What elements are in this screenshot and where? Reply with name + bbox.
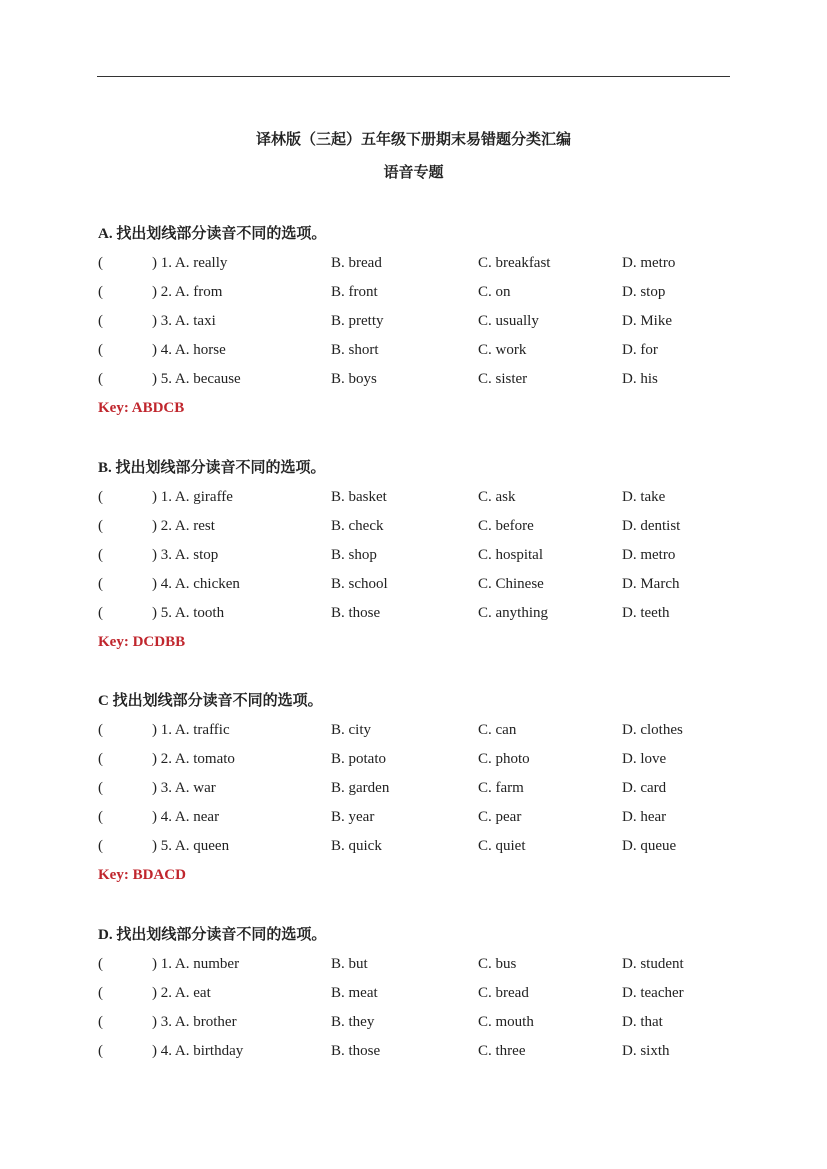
question-row bbox=[98, 605, 738, 625]
option-a: ) 2. A. from bbox=[152, 284, 223, 300]
option-d: D. teeth bbox=[622, 605, 670, 621]
answer-key-label: Key: bbox=[98, 400, 129, 416]
option-d: D. March bbox=[622, 576, 680, 592]
option-c: C. breakfast bbox=[478, 255, 551, 271]
option-d: D. his bbox=[622, 371, 658, 387]
answer-blank[interactable]: ( bbox=[98, 956, 103, 972]
option-d: D. queue bbox=[622, 838, 677, 854]
option-b: B. school bbox=[331, 576, 388, 592]
option-d: D. sixth bbox=[622, 1043, 670, 1059]
option-c: C. sister bbox=[478, 371, 528, 387]
option-d: D. for bbox=[622, 342, 658, 358]
option-d: D. Mike bbox=[622, 313, 672, 329]
option-b: B. they bbox=[331, 1014, 375, 1030]
option-c: C. hospital bbox=[478, 547, 544, 563]
option-d: D. hear bbox=[622, 809, 667, 825]
option-a: ) 3. A. war bbox=[152, 780, 216, 796]
section-heading: A. 找出划线部分读音不同的选项。 bbox=[98, 226, 327, 242]
section-heading: B. 找出划线部分读音不同的选项。 bbox=[98, 460, 326, 476]
question-row bbox=[98, 985, 738, 1005]
option-b: B. front bbox=[331, 284, 378, 300]
question-row bbox=[98, 371, 738, 391]
option-b: B. year bbox=[331, 809, 375, 825]
question-row bbox=[98, 838, 738, 858]
answer-blank[interactable]: ( bbox=[98, 547, 103, 563]
option-a: ) 3. A. brother bbox=[152, 1014, 237, 1030]
option-c: C. Chinese bbox=[478, 576, 544, 592]
question-row bbox=[98, 489, 738, 509]
header-rule bbox=[97, 76, 730, 77]
answer-blank[interactable]: ( bbox=[98, 489, 103, 505]
option-c: C. photo bbox=[478, 751, 530, 767]
answer-blank[interactable]: ( bbox=[98, 371, 103, 387]
answer-key bbox=[98, 867, 186, 884]
question-row bbox=[98, 956, 738, 976]
option-b: B. basket bbox=[331, 489, 387, 505]
option-b: B. check bbox=[331, 518, 384, 534]
answer-blank[interactable]: ( bbox=[98, 518, 103, 534]
option-b: B. those bbox=[331, 605, 381, 621]
answer-key-value: ABDCB bbox=[131, 400, 185, 416]
option-a: ) 2. A. tomato bbox=[152, 751, 235, 767]
document-title: 译林版（三起）五年级下册期末易错题分类汇编 bbox=[255, 132, 571, 148]
option-c: C. can bbox=[478, 722, 517, 738]
question-row bbox=[98, 780, 738, 800]
answer-blank[interactable]: ( bbox=[98, 313, 103, 329]
option-d: D. that bbox=[622, 1014, 663, 1030]
answer-key-value: DCDBB bbox=[132, 634, 186, 650]
option-a: ) 1. A. traffic bbox=[152, 722, 230, 738]
question-row bbox=[98, 1014, 738, 1034]
option-d: D. take bbox=[622, 489, 666, 505]
option-b: B. bread bbox=[331, 255, 382, 271]
option-d: D. metro bbox=[622, 255, 676, 271]
answer-blank[interactable]: ( bbox=[98, 576, 103, 592]
option-c: C. anything bbox=[478, 605, 548, 621]
option-b: B. boys bbox=[331, 371, 377, 387]
option-d: D. metro bbox=[622, 547, 676, 563]
option-c: C. pear bbox=[478, 809, 522, 825]
answer-key-label: Key: bbox=[98, 867, 129, 883]
section-heading: D. 找出划线部分读音不同的选项。 bbox=[98, 927, 327, 943]
option-b: B. meat bbox=[331, 985, 378, 1001]
option-d: D. clothes bbox=[622, 722, 683, 738]
question-row bbox=[98, 722, 738, 742]
question-row bbox=[98, 547, 738, 567]
question-row bbox=[98, 751, 738, 771]
answer-blank[interactable]: ( bbox=[98, 838, 103, 854]
question-row bbox=[98, 576, 738, 596]
option-c: C. farm bbox=[478, 780, 524, 796]
option-a: ) 4. A. horse bbox=[152, 342, 226, 358]
answer-blank[interactable]: ( bbox=[98, 342, 103, 358]
section-heading: C 找出划线部分读音不同的选项。 bbox=[98, 693, 323, 709]
option-c: C. three bbox=[478, 1043, 526, 1059]
question-row bbox=[98, 342, 738, 362]
option-a: ) 4. A. chicken bbox=[152, 576, 240, 592]
option-d: D. teacher bbox=[622, 985, 684, 1001]
option-d: D. card bbox=[622, 780, 667, 796]
option-c: C. bread bbox=[478, 985, 529, 1001]
option-c: C. work bbox=[478, 342, 527, 358]
question-row bbox=[98, 284, 738, 304]
option-d: D. stop bbox=[622, 284, 666, 300]
option-a: ) 1. A. giraffe bbox=[152, 489, 233, 505]
answer-blank[interactable]: ( bbox=[98, 722, 103, 738]
option-a: ) 1. A. number bbox=[152, 956, 240, 972]
option-b: B. those bbox=[331, 1043, 381, 1059]
option-a: ) 4. A. near bbox=[152, 809, 220, 825]
option-d: D. student bbox=[622, 956, 684, 972]
document-subtitle: 语音专题 bbox=[383, 165, 444, 181]
option-a: ) 5. A. because bbox=[152, 371, 241, 387]
answer-key-label: Key: bbox=[98, 634, 129, 650]
option-c: C. on bbox=[478, 284, 511, 300]
option-d: D. love bbox=[622, 751, 667, 767]
option-a: ) 2. A. rest bbox=[152, 518, 215, 534]
option-b: B. short bbox=[331, 342, 379, 358]
answer-blank[interactable]: ( bbox=[98, 255, 103, 271]
answer-blank[interactable]: ( bbox=[98, 751, 103, 767]
question-row bbox=[98, 518, 738, 538]
option-a: ) 2. A. eat bbox=[152, 985, 211, 1001]
option-b: B. potato bbox=[331, 751, 386, 767]
option-a: ) 5. A. tooth bbox=[152, 605, 225, 621]
answer-blank[interactable]: ( bbox=[98, 1014, 103, 1030]
option-b: B. pretty bbox=[331, 313, 384, 329]
option-c: C. usually bbox=[478, 313, 539, 329]
answer-blank[interactable]: ( bbox=[98, 605, 103, 621]
option-b: B. shop bbox=[331, 547, 377, 563]
question-row bbox=[98, 809, 738, 829]
option-c: C. quiet bbox=[478, 838, 526, 854]
option-b: B. garden bbox=[331, 780, 390, 796]
option-a: ) 1. A. really bbox=[152, 255, 228, 271]
question-row bbox=[98, 255, 738, 275]
answer-key bbox=[98, 400, 184, 417]
question-row bbox=[98, 313, 738, 333]
answer-blank[interactable]: ( bbox=[98, 780, 103, 796]
answer-key-value: BDACD bbox=[132, 867, 186, 883]
option-c: C. mouth bbox=[478, 1014, 534, 1030]
option-c: C. ask bbox=[478, 489, 516, 505]
option-b: B. quick bbox=[331, 838, 382, 854]
option-b: B. city bbox=[331, 722, 371, 738]
option-b: B. but bbox=[331, 956, 368, 972]
question-row bbox=[98, 1043, 738, 1063]
option-c: C. before bbox=[478, 518, 534, 534]
option-a: ) 3. A. taxi bbox=[152, 313, 216, 329]
answer-key bbox=[98, 634, 185, 651]
option-a: ) 4. A. birthday bbox=[152, 1043, 244, 1059]
answer-blank[interactable]: ( bbox=[98, 985, 103, 1001]
option-c: C. bus bbox=[478, 956, 517, 972]
answer-blank[interactable]: ( bbox=[98, 1043, 103, 1059]
answer-blank[interactable]: ( bbox=[98, 284, 103, 300]
option-a: ) 5. A. queen bbox=[152, 838, 230, 854]
option-a: ) 3. A. stop bbox=[152, 547, 219, 563]
option-d: D. dentist bbox=[622, 518, 681, 534]
answer-blank[interactable]: ( bbox=[98, 809, 103, 825]
